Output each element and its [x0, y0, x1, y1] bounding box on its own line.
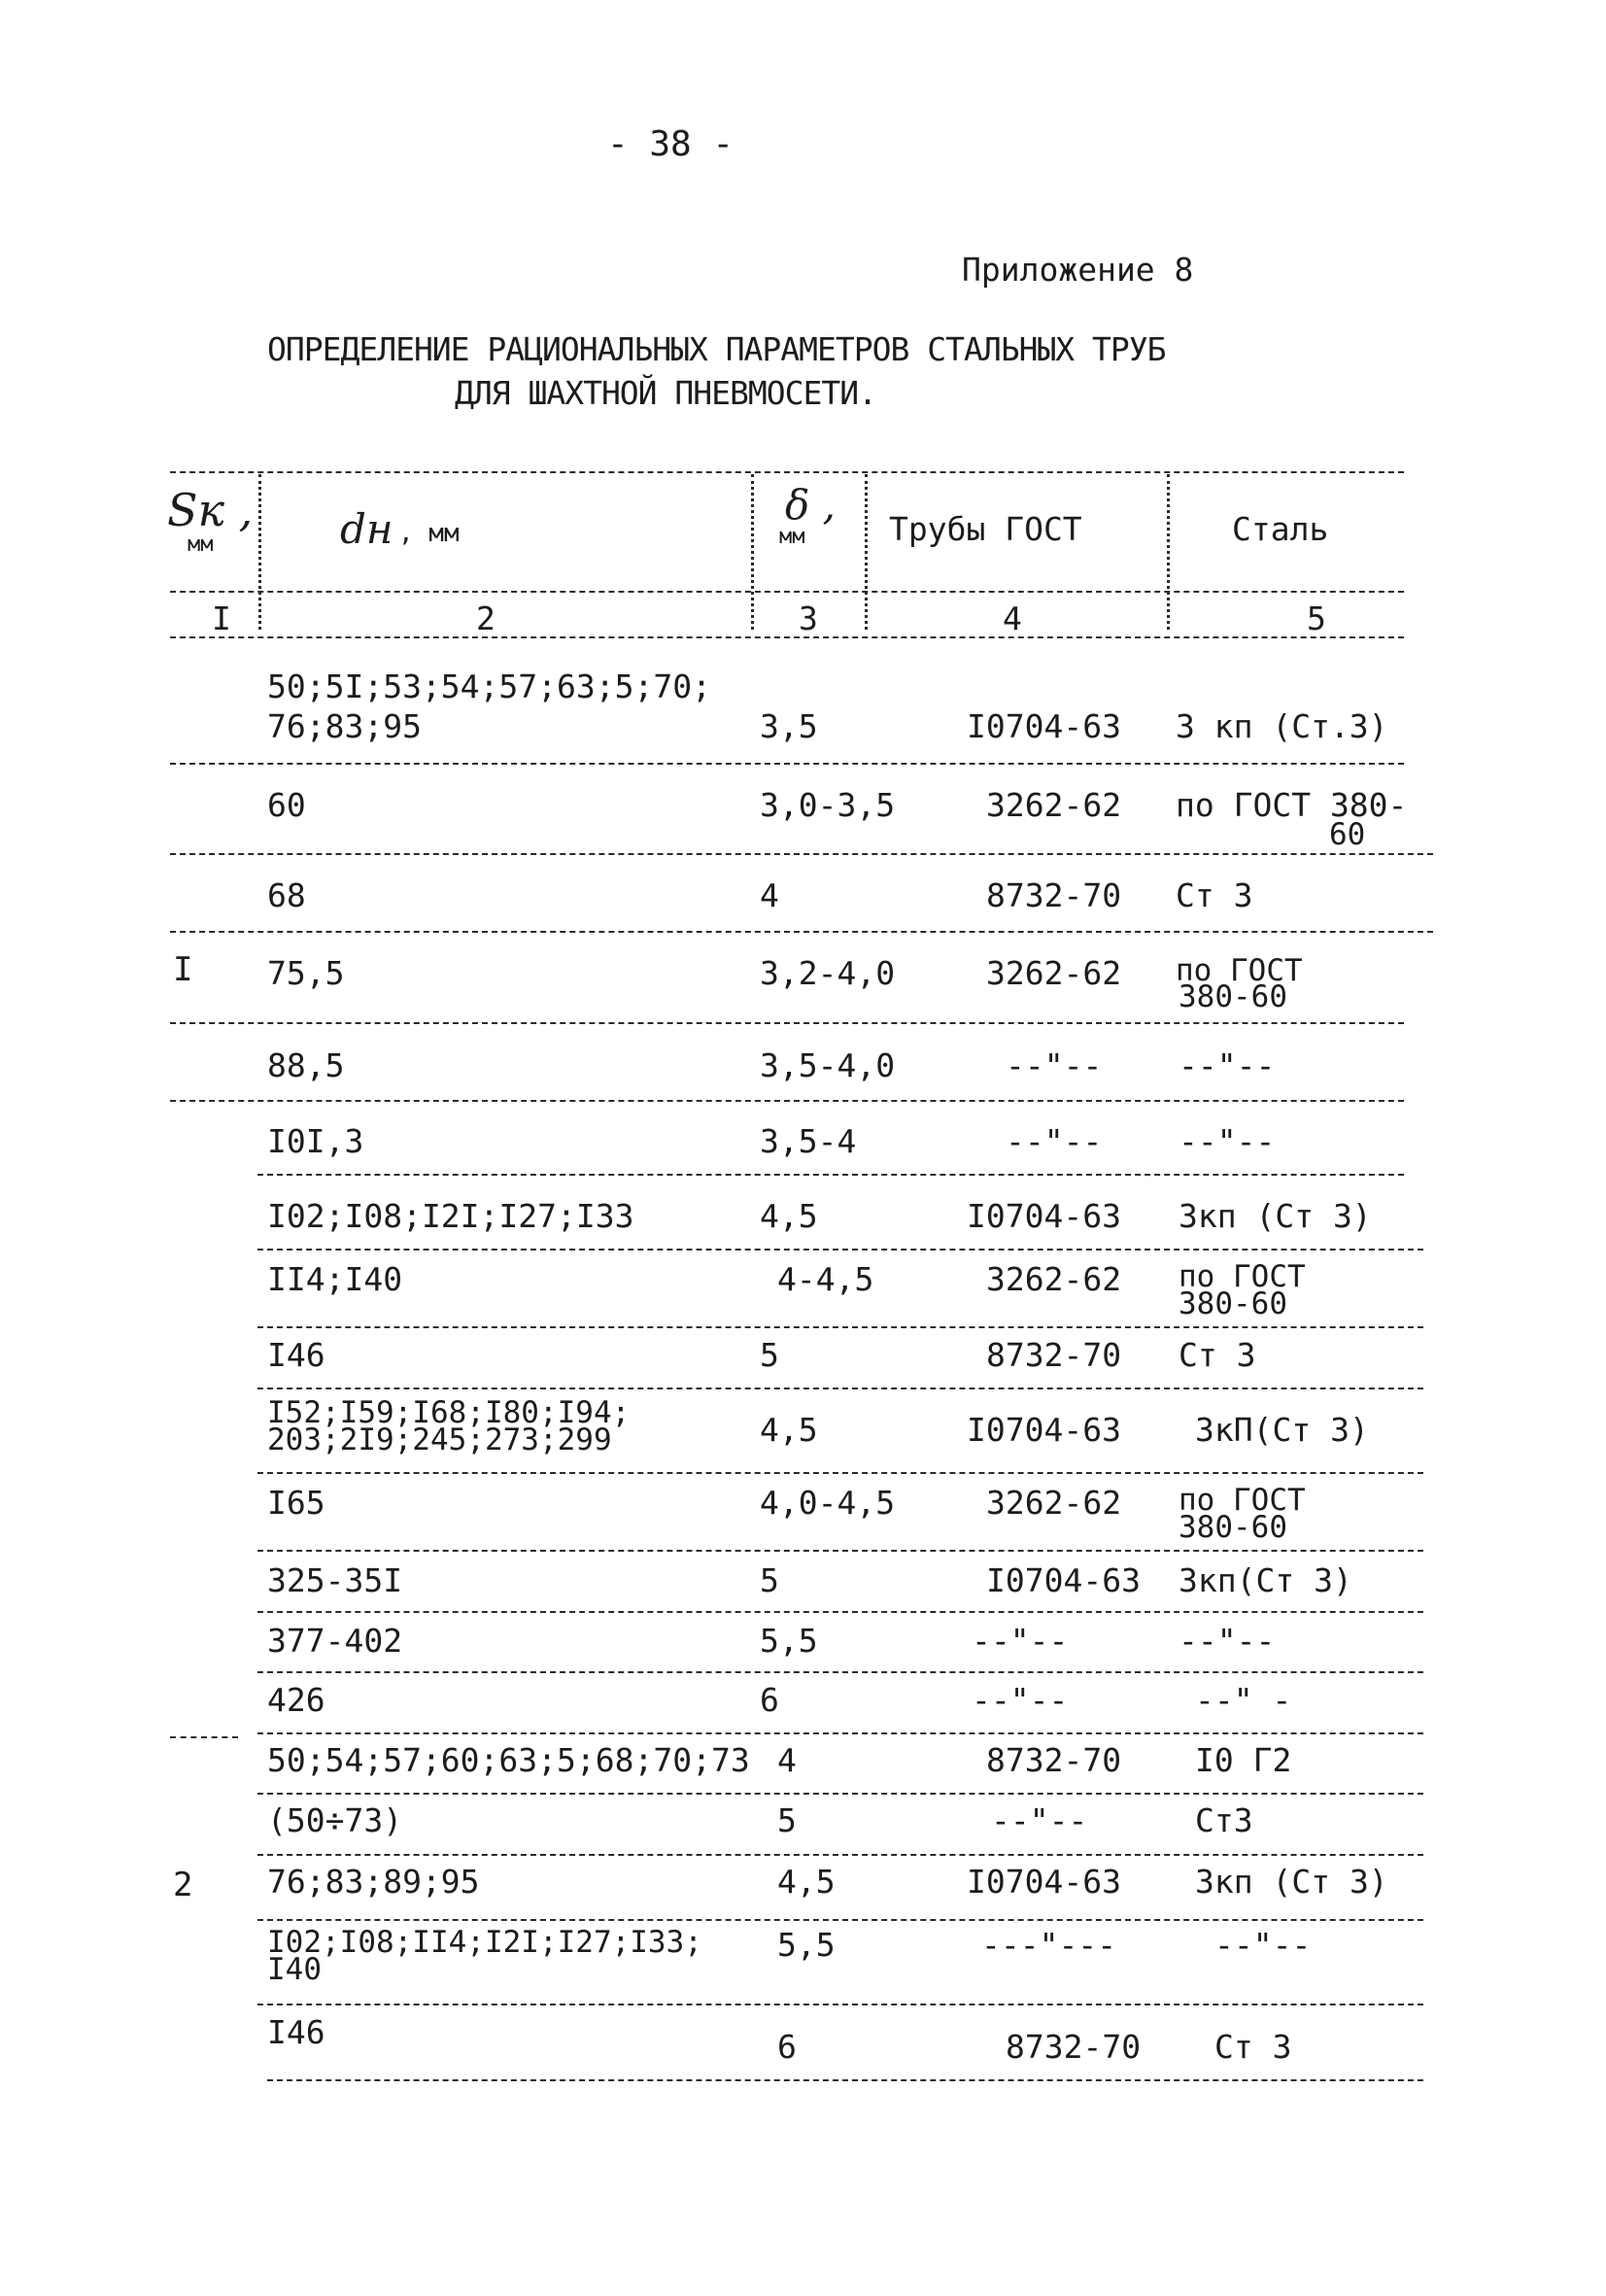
cell-dn: II4;I40 [267, 1260, 403, 1298]
cell-dn-continued: 76;83;95 [267, 707, 422, 745]
cell-wall-thickness: 6 [777, 2028, 797, 2066]
cell-dn: 68 [267, 876, 306, 914]
cell-steel: по ГОСТ [1179, 1259, 1306, 1294]
header-pipes-gost: Трубы ГОСТ [889, 510, 1082, 548]
cell-wall-thickness: 5 [760, 1336, 779, 1374]
row-separator [170, 1100, 1404, 1102]
row-separator [257, 1174, 1404, 1176]
cell-wall-thickness: 4,5 [760, 1197, 818, 1235]
cell-steel: --"-- [1214, 1926, 1312, 1964]
cell-wall-thickness: 3,5-4 [760, 1122, 857, 1160]
cell-pipe-gost: 3262-62 [986, 1484, 1122, 1522]
cell-steel: --"-- [1179, 1622, 1276, 1660]
cell-pipe-gost: 8732-70 [1006, 2028, 1142, 2066]
cell-steel: по ГОСТ [1176, 953, 1303, 988]
cell-pipe-gost: ---"--- [981, 1926, 1117, 1964]
cell-wall-thickness: 3,5 [760, 707, 818, 745]
row-separator [257, 1550, 1423, 1552]
cell-wall-thickness: 4 [777, 1741, 797, 1779]
cell-wall-thickness: 4,0-4,5 [760, 1484, 896, 1522]
cell-steel: 3кп (Ст 3) [1195, 1863, 1388, 1901]
cell-pipe-gost: I0704-63 [967, 707, 1121, 745]
cell-steel: Ст 3 [1176, 876, 1253, 914]
cell-dn: 76;83;89;95 [267, 1863, 480, 1901]
cell-wall-thickness: 4-4,5 [777, 1260, 874, 1298]
cell-steel: 3кП(Ст 3) [1195, 1411, 1369, 1449]
cell-dn: 60 [267, 786, 306, 824]
header-steel: Сталь [1232, 510, 1329, 548]
cell-steel: --"-- [1179, 1122, 1276, 1160]
cell-dn: I65 [267, 1484, 325, 1522]
cell-wall-thickness: 6 [760, 1681, 779, 1719]
cell-dn: 426 [267, 1681, 325, 1719]
header-bottom-rule [170, 636, 1404, 638]
cell-steel-continued: 380-60 [1179, 979, 1287, 1014]
cell-steel: по ГОСТ 380- [1176, 786, 1408, 824]
cell-wall-thickness: 5,5 [760, 1622, 818, 1660]
cell-pipe-gost: --"-- [1006, 1046, 1103, 1084]
cell-wall-thickness: 4,5 [777, 1863, 836, 1901]
column-number-5: 5 [1307, 600, 1326, 637]
row-separator [170, 1022, 1404, 1024]
cell-pipe-gost: 8732-70 [986, 876, 1122, 914]
cell-wall-thickness: 4,5 [760, 1411, 818, 1449]
row-separator [257, 1793, 1423, 1795]
header-dn-symbol: dн [340, 505, 393, 553]
cell-dn: 88,5 [267, 1046, 345, 1084]
cell-steel-continued: 380-60 [1179, 1510, 1287, 1545]
cell-dn: 75,5 [267, 954, 345, 992]
column-number-4: 4 [1003, 600, 1022, 637]
cell-steel: I0 Г2 [1195, 1741, 1292, 1779]
cell-dn: (50÷73) [267, 1801, 403, 1839]
cell-steel: Ст 3 [1214, 2028, 1292, 2066]
header-divider-4 [1167, 474, 1170, 630]
cell-pipe-gost: --"-- [972, 1622, 1069, 1660]
row-separator [257, 1732, 1423, 1734]
column-number-2: 2 [476, 600, 495, 637]
cell-dn: 377-402 [267, 1622, 403, 1660]
appendix-label: Приложение 8 [962, 251, 1194, 289]
cell-pipe-gost: --"-- [1006, 1122, 1103, 1160]
row-separator [257, 1472, 1423, 1474]
column-number-3: 3 [799, 600, 818, 637]
cell-wall-thickness: 5 [760, 1561, 779, 1599]
cell-pipe-gost: 3262-62 [986, 786, 1122, 824]
cell-steel: Ст 3 [1179, 1336, 1256, 1374]
cell-pipe-gost: 3262-62 [986, 954, 1122, 992]
cell-dn-continued: 203;2I9;245;273;299 [267, 1422, 612, 1457]
cell-steel: 3кп(Ст 3) [1179, 1561, 1352, 1599]
cell-pipe-gost: I0704-63 [967, 1197, 1121, 1235]
row-separator [170, 931, 1433, 933]
cell-dn: I46 [267, 1336, 325, 1374]
row-separator [257, 1919, 1423, 1921]
cell-steel-continued: 60 [1329, 817, 1366, 852]
header-sk-symbol: Sк , [167, 484, 254, 536]
header-divider-1 [258, 474, 261, 630]
header-divider-3 [865, 474, 868, 630]
header-s-symbol: δ , [785, 481, 836, 529]
table-bottom-rule [267, 2079, 1423, 2081]
cell-wall-thickness: 5 [777, 1801, 797, 1839]
header-dn-unit: , мм [398, 519, 460, 548]
row-separator [257, 1249, 1423, 1251]
cell-dn: I46 [267, 2013, 325, 2051]
cell-dn-continued: I40 [267, 1952, 322, 1987]
document-title-line-2: ДЛЯ ШАХТНОЙ ПНЕВМОСЕТИ. [455, 374, 876, 412]
column-number-1: I [212, 600, 231, 637]
group-label-2: 2 [173, 1866, 193, 1904]
row-separator [257, 1611, 1423, 1613]
cell-wall-thickness: 3,2-4,0 [760, 954, 896, 992]
cell-wall-thickness: 3,5-4,0 [760, 1046, 896, 1084]
cell-steel: --"-- [1179, 1046, 1276, 1084]
cell-dn: 50;54;57;60;63;5;68;70;73 [267, 1741, 750, 1779]
row-separator [257, 1854, 1423, 1856]
header-top-rule [170, 471, 1404, 473]
cell-steel: Ст3 [1195, 1801, 1253, 1839]
group-label-1: I [173, 950, 193, 989]
row-separator [257, 1326, 1423, 1328]
cell-dn: I52;I59;I68;I80;I94; [267, 1395, 631, 1430]
cell-wall-thickness: 5,5 [777, 1926, 836, 1964]
cell-pipe-gost: 8732-70 [986, 1741, 1122, 1779]
row-separator [257, 1671, 1423, 1673]
cell-steel: по ГОСТ [1179, 1483, 1306, 1518]
cell-pipe-gost: --"-- [972, 1681, 1069, 1719]
row-separator [257, 2004, 1423, 2005]
document-title-line-1: ОПРЕДЕЛЕНИЕ РАЦИОНАЛЬНЫХ ПАРАМЕТРОВ СТАЛЬНЫХ ТРУБ [267, 330, 1166, 368]
cell-steel: 3кп (Ст 3) [1179, 1197, 1372, 1235]
cell-pipe-gost: 8732-70 [986, 1336, 1122, 1374]
cell-pipe-gost: I0704-63 [967, 1411, 1121, 1449]
header-divider-2 [751, 474, 754, 630]
cell-dn: 50;5I;53;54;57;63;5;70; [267, 668, 711, 705]
header-sk-unit: мм [188, 532, 214, 557]
cell-wall-thickness: 4 [760, 876, 779, 914]
row-separator [257, 1388, 1423, 1389]
cell-dn: 325-35I [267, 1561, 403, 1599]
page-number: - 38 - [606, 124, 735, 164]
cell-steel: 3 кп (Ст.3) [1176, 707, 1388, 745]
row-separator [170, 763, 1404, 765]
cell-pipe-gost: --"-- [991, 1801, 1088, 1839]
cell-dn: I02;I08;II4;I2I;I27;I33; [267, 1925, 702, 1960]
group-separator [170, 1736, 238, 1738]
cell-pipe-gost: 3262-62 [986, 1260, 1122, 1298]
header-mid-rule [170, 591, 1404, 593]
cell-pipe-gost: I0704-63 [967, 1863, 1121, 1901]
cell-wall-thickness: 3,0-3,5 [760, 786, 896, 824]
cell-dn: I0I,3 [267, 1122, 364, 1160]
cell-steel-continued: 380-60 [1179, 1286, 1287, 1321]
row-separator [170, 853, 1433, 855]
cell-pipe-gost: I0704-63 [986, 1561, 1141, 1599]
header-s-unit: мм [779, 525, 805, 549]
cell-dn: I02;I08;I2I;I27;I33 [267, 1197, 634, 1235]
cell-steel: --" - [1195, 1681, 1292, 1719]
